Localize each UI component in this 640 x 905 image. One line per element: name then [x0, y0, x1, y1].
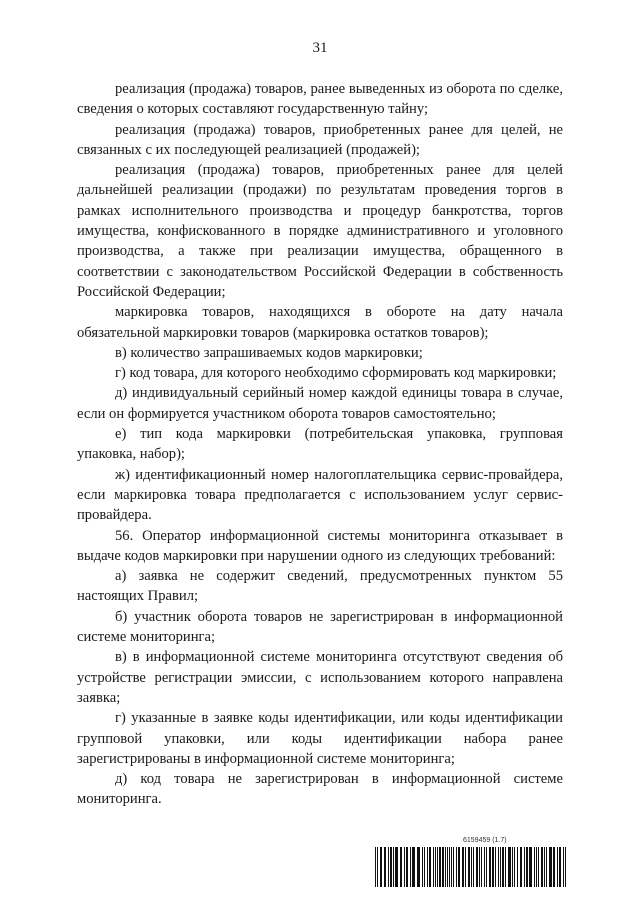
paragraph: а) заявка не содержит сведений, предусмотренных пунктом 55 настоящих Правил;: [77, 568, 563, 605]
paragraph: реализация (продажа) товаров, приобретенных ранее для целей дальнейшей реализации (продажи) по результатам проведения торгов в рамках исполнительного производства и процедур банкротства, торгов имущества, конфискованного в порядке административного и уголовного производства, а также при реализации имущества, обращенного в соответствии с законодательством Российской Федерации в собственность Российской Федерации;: [77, 162, 563, 300]
paragraph: маркировка товаров, находящихся в обороте на дату начала обязательной маркировки товаров (маркировка остатков товаров);: [77, 304, 563, 341]
document-code: 6159459 (1.7): [463, 837, 507, 844]
paragraph: реализация (продажа) товаров, ранее выведенных из оборота по сделке, сведения о которых составляют государственную тайну;: [77, 81, 563, 118]
barcode-image: [375, 847, 566, 887]
paragraph: д) индивидуальный серийный номер каждой единицы товара в случае, если он формируется участником оборота товаров самостоятельно;: [77, 385, 563, 422]
page-number: 31: [312, 40, 328, 56]
paragraph: б) участник оборота товаров не зарегистрирован в информационной системе мониторинга;: [77, 608, 563, 646]
document-body: [77, 79, 563, 810]
paragraph: г) код товара, для которого необходимо сформировать код маркировки;: [115, 365, 557, 382]
paragraph: ж) идентификационный номер налогоплательщика сервис-провайдера, если маркировка товара предполагается с использованием услуг сервис-провайдера.: [77, 466, 563, 524]
paragraph: в) в информационной системе мониторинга отсутствуют сведения об устройстве регистрации эмиссии, с использованием которого направлена заявка;: [77, 649, 563, 706]
paragraph: в) количество запрашиваемых кодов маркировки;: [115, 344, 423, 361]
paragraph: д) код товара не зарегистрирован в информационной системе мониторинга.: [77, 771, 563, 808]
paragraph: е) тип кода маркировки (потребительская упаковка, групповая упаковка, набор);: [77, 426, 563, 463]
paragraph: 56. Оператор информационной системы мониторинга отказывает в выдаче кодов маркировки при нарушении одного из следующих требований:: [77, 527, 563, 564]
paragraph: реализация (продажа) товаров, приобретенных ранее для целей, не связанных с их последующей реализацией (продажей);: [77, 121, 563, 158]
paragraph: г) указанные в заявке коды идентификации, или коды идентификации групповой упаковки, или коды идентификации набора ранее зарегистрированы в информационной системе мониторинга;: [77, 710, 563, 767]
